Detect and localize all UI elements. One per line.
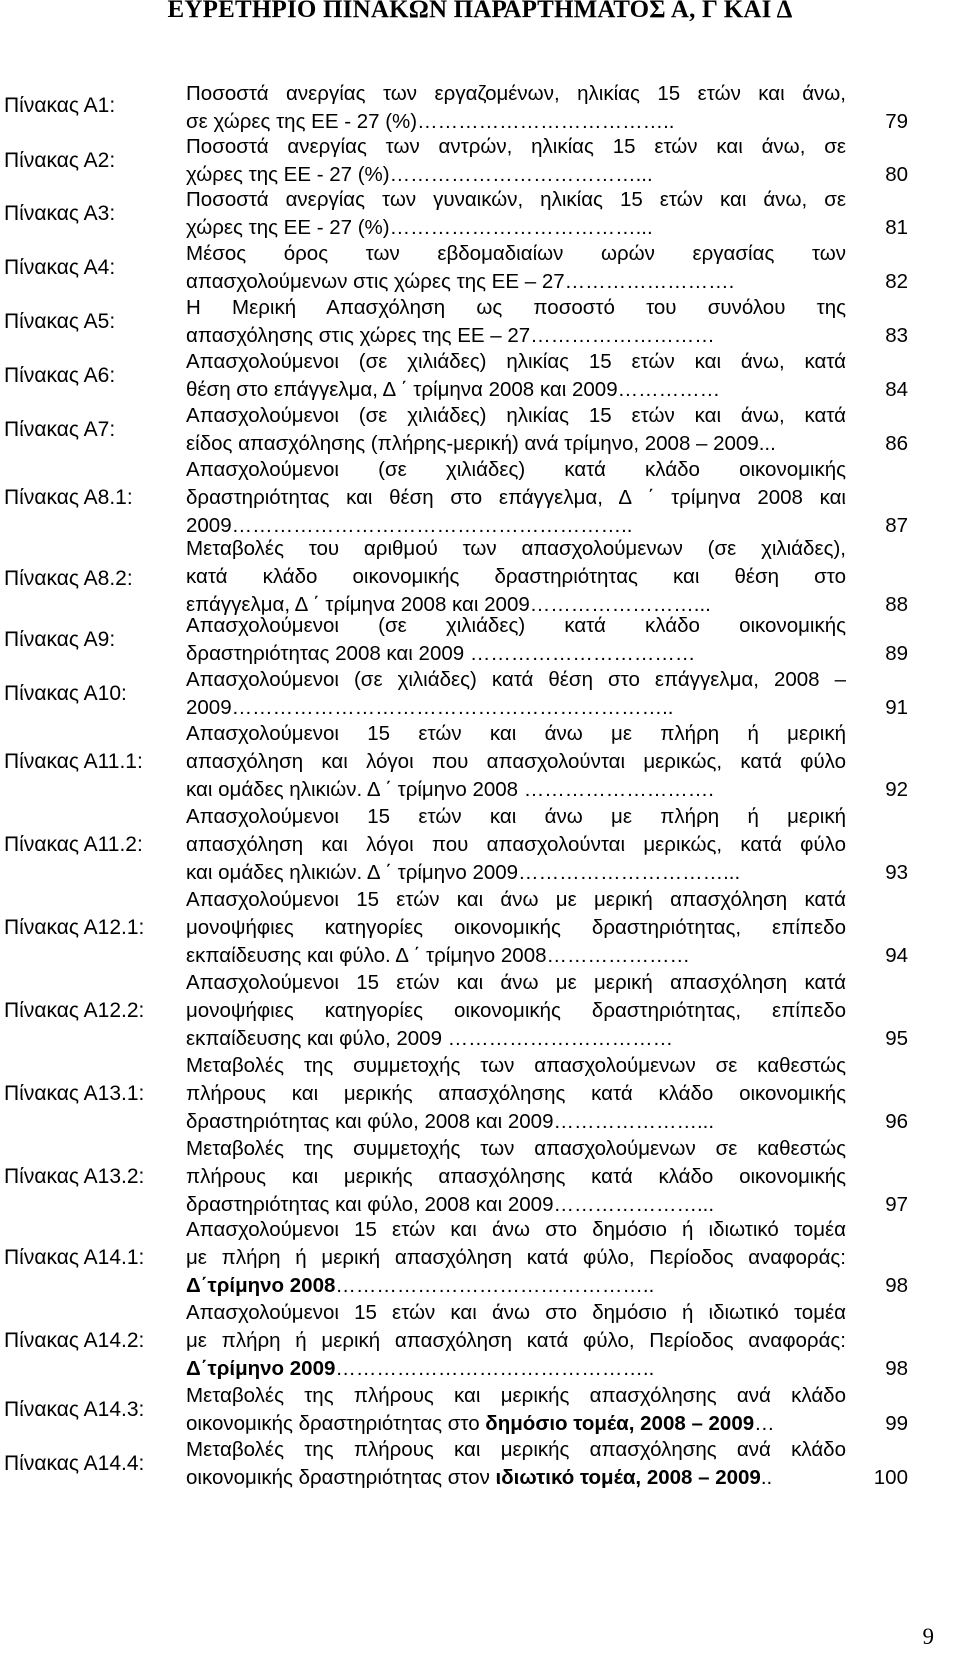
entry-description-line: επάγγελμα, Δ ΄ τρίμηνα 2008 και 2009……………………... [186, 593, 711, 616]
entry-description-line: απασχόληση και λόγοι που απασχολούνται μερικώς, κατά φύλο [186, 833, 846, 856]
entry-page: 83 [885, 324, 908, 347]
page-title: ΕΥΡΕΤΗΡΙΟ ΠΙΝΑΚΩΝ ΠΑΡΑΡΤΗΜΑΤΟΣ Α, Γ ΚΑΙ Δ [167, 0, 793, 23]
entry-description-line: και ομάδες ηλικιών. Δ ΄ τρίμηνο 2008 ………………………. [186, 778, 714, 801]
entry-label: Πίνακας Α5: [4, 310, 116, 333]
entry-page: 79 [885, 110, 908, 133]
entry-description-line: δραστηριότητας και φύλο, 2008 και 2009…………………... [186, 1193, 715, 1216]
entry-description [186, 1216, 846, 1300]
entry-page: 89 [885, 642, 908, 665]
entry-description-line: χώρες της ΕΕ - 27 (%)………………………………... [186, 216, 653, 239]
entry-description-line: Μέσος όρος των εβδομαδιαίων ωρών εργασίας των [186, 242, 846, 265]
entry-label: Πίνακας Α2: [4, 149, 116, 172]
entry-page: 98 [885, 1274, 908, 1297]
entry-description [186, 803, 846, 887]
entry-description-line: Ποσοστά ανεργίας των εργαζομένων, ηλικίας 15 ετών και άνω, [186, 82, 846, 105]
entry-description-line: Ποσοστά ανεργίας των γυναικών, ηλικίας 15 ετών και άνω, σε [186, 188, 846, 211]
entry-page: 97 [885, 1193, 908, 1216]
entry-description-line: πλήρους και μερικής απασχόλησης κατά κλάδο οικονομικής [186, 1165, 846, 1188]
entry-description-line: οικονομικής δραστηριότητας στον ιδιωτικό τομέα, 2008 – 2009.. [186, 1466, 773, 1489]
entry-description-line: Απασχολούμενοι 15 ετών και άνω με μερική απασχόληση κατά [186, 971, 846, 994]
entry-description-line: Μεταβολές της πλήρους και μερικής απασχόλησης ανά κλάδο [186, 1384, 846, 1407]
entry-description-line: με πλήρη ή μερική απασχόληση κατά φύλο, Περίοδος αναφοράς: [186, 1329, 846, 1352]
entry-label: Πίνακας Α14.1: [4, 1246, 145, 1269]
entry-label: Πίνακας Α14.4: [4, 1452, 145, 1475]
entry-description-line: Απασχολούμενοι (σε χιλιάδες) κατά θέση στο επάγγελμα, 2008 – [186, 668, 846, 691]
entry-label: Πίνακας Α10: [4, 682, 127, 705]
entry-description-line: απασχόλησης στις χώρες της ΕΕ – 27……………………… [186, 324, 715, 347]
entry-description [186, 186, 846, 242]
entry-description-line: απασχόληση και λόγοι που απασχολούνται μερικώς, κατά φύλο [186, 750, 846, 773]
entry-page: 86 [885, 432, 908, 455]
entry-description-line: Μεταβολές του αριθμού των απασχολούμενων (σε χιλιάδες), [186, 537, 846, 560]
entry-description-line: Απασχολούμενοι (σε χιλιάδες) ηλικίας 15 ετών και άνω, κατά [186, 350, 846, 373]
entry-description [186, 1052, 846, 1136]
entry-page: 98 [885, 1357, 908, 1380]
entry-description-line: 2009……………………………………………………….. [186, 696, 674, 719]
entry-description [186, 612, 846, 668]
entry-description [186, 1382, 846, 1438]
entry-description-line: Απασχολούμενοι 15 ετών και άνω στο δημόσιο ή ιδιωτικό τομέα [186, 1301, 846, 1324]
entry-description [186, 1299, 846, 1383]
entry-label: Πίνακας Α11.1: [4, 750, 143, 773]
entry-description-line: μονοψήφιες κατηγορίες οικονομικής δραστηριότητας, επίπεδο [186, 999, 846, 1022]
entry-description-line: 2009………………………………………………….. [186, 514, 633, 537]
entry-description-line: Απασχολούμενοι 15 ετών και άνω με πλήρη ή μερική [186, 805, 846, 828]
entry-description [186, 348, 846, 404]
entry-description [186, 456, 846, 540]
entry-page: 91 [885, 696, 908, 719]
entry-page: 100 [873, 1466, 908, 1489]
entry-label: Πίνακας Α7: [4, 418, 116, 441]
entry-label: Πίνακας Α12.2: [4, 999, 145, 1022]
entry-label: Πίνακας Α1: [4, 94, 116, 117]
entry-description [186, 1135, 846, 1219]
entry-description-line: θέση στο επάγγελμα, Δ ΄ τρίμηνα 2008 και 2009…………… [186, 378, 721, 401]
entry-description-line: Απασχολούμενοι 15 ετών και άνω με πλήρη ή μερική [186, 722, 846, 745]
entry-description-line: χώρες της ΕΕ - 27 (%)………………………………... [186, 163, 653, 186]
entry-description-line: Μεταβολές της πλήρους και μερικής απασχόλησης ανά κλάδο [186, 1438, 846, 1461]
entry-description-line: οικονομικής δραστηριότητας στο δημόσιο τομέα, 2008 – 2009… [186, 1412, 775, 1435]
entry-description [186, 294, 846, 350]
page-number: 9 [922, 1624, 934, 1649]
entry-label: Πίνακας Α11.2: [4, 833, 143, 856]
entry-description-line: Απασχολούμενοι 15 ετών και άνω στο δημόσιο ή ιδιωτικό τομέα [186, 1218, 846, 1241]
entry-description-line: εκπαίδευσης και φύλο. Δ ΄ τρίμηνο 2008………………… [186, 944, 691, 967]
entry-description-line: δραστηριότητας 2008 και 2009 …………………………… [186, 642, 696, 665]
entry-description [186, 80, 846, 136]
entry-description-line: Η Μερική Απασχόληση ως ποσοστό του συνόλου της [186, 296, 846, 319]
entry-page: 84 [885, 378, 908, 401]
entry-description-line: με πλήρη ή μερική απασχόληση κατά φύλο, Περίοδος αναφοράς: [186, 1246, 846, 1269]
entry-page: 96 [885, 1110, 908, 1133]
entry-description-line: Δ΄τρίμηνο 2008……………………………………….. [186, 1274, 655, 1297]
entry-description [186, 240, 846, 296]
entry-description-line: εκπαίδευσης και φύλο, 2009 …………………………… [186, 1027, 674, 1050]
entry-description-line: και ομάδες ηλικιών. Δ ΄ τρίμηνο 2009…………………………... [186, 861, 741, 884]
entry-description-line: Απασχολούμενοι (σε χιλιάδες) κατά κλάδο οικονομικής [186, 614, 846, 637]
entry-description-line: είδος απασχόλησης (πλήρης-μερική) ανά τρίμηνο, 2008 – 2009... [186, 432, 776, 455]
entry-description-line: Δ΄τρίμηνο 2009……………………………………….. [186, 1357, 655, 1380]
entry-description-line: κατά κλάδο οικονομικής δραστηριότητας και θέση στο [186, 565, 846, 588]
entry-label: Πίνακας Α9: [4, 628, 116, 651]
entry-label: Πίνακας Α4: [4, 256, 116, 279]
entry-page: 99 [885, 1412, 908, 1435]
entry-label: Πίνακας Α13.2: [4, 1165, 145, 1188]
entry-description-line: μονοψήφιες κατηγορίες οικονομικής δραστηριότητας, επίπεδο [186, 916, 846, 939]
entry-page: 94 [885, 944, 908, 967]
entry-description-line: Απασχολούμενοι (σε χιλιάδες) ηλικίας 15 ετών και άνω, κατά [186, 404, 846, 427]
entry-description-line: Απασχολούμενοι (σε χιλιάδες) κατά κλάδο οικονομικής [186, 458, 846, 481]
entry-description-line: Μεταβολές της συμμετοχής των απασχολούμενων σε καθεστώς [186, 1054, 846, 1077]
entry-label: Πίνακας Α8.2: [4, 567, 133, 590]
entry-page: 80 [885, 163, 908, 186]
entry-page: 95 [885, 1027, 908, 1050]
entry-description [186, 720, 846, 804]
entry-description-line: πλήρους και μερικής απασχόλησης κατά κλάδο οικονομικής [186, 1082, 846, 1105]
entry-description [186, 969, 846, 1053]
entry-page: 88 [885, 593, 908, 616]
entry-description-line: Μεταβολές της συμμετοχής των απασχολούμενων σε καθεστώς [186, 1137, 846, 1160]
entry-description-line: Απασχολούμενοι 15 ετών και άνω με μερική απασχόληση κατά [186, 888, 846, 911]
entry-page: 92 [885, 778, 908, 801]
entry-label: Πίνακας Α13.1: [4, 1082, 145, 1105]
entry-description [186, 666, 846, 722]
entry-label: Πίνακας Α14.3: [4, 1398, 145, 1421]
entry-description [186, 1436, 846, 1492]
entry-label: Πίνακας Α6: [4, 364, 116, 387]
entry-description-line: απασχολούμενων στις χώρες της ΕΕ – 27……………………. [186, 270, 735, 293]
entry-description-line: σε χώρες της ΕΕ - 27 (%)……………………………….. [186, 110, 675, 133]
entry-label: Πίνακας Α14.2: [4, 1329, 145, 1352]
entry-page: 87 [885, 514, 908, 537]
entry-page: 93 [885, 861, 908, 884]
entry-label: Πίνακας Α12.1: [4, 916, 145, 939]
entry-label: Πίνακας Α3: [4, 202, 116, 225]
entry-description [186, 886, 846, 970]
entry-description-line: Ποσοστά ανεργίας των αντρών, ηλικίας 15 ετών και άνω, σε [186, 135, 846, 158]
entry-description [186, 133, 846, 189]
entry-label: Πίνακας Α8.1: [4, 486, 133, 509]
entry-page: 82 [885, 270, 908, 293]
entry-description-line: δραστηριότητας και θέση στο επάγγελμα, Δ ΄ τρίμηνα 2008 και [186, 486, 846, 509]
entry-page: 81 [885, 216, 908, 239]
entry-description-line: δραστηριότητας και φύλο, 2008 και 2009…………………... [186, 1110, 715, 1133]
entry-description [186, 535, 846, 619]
entry-description [186, 402, 846, 458]
